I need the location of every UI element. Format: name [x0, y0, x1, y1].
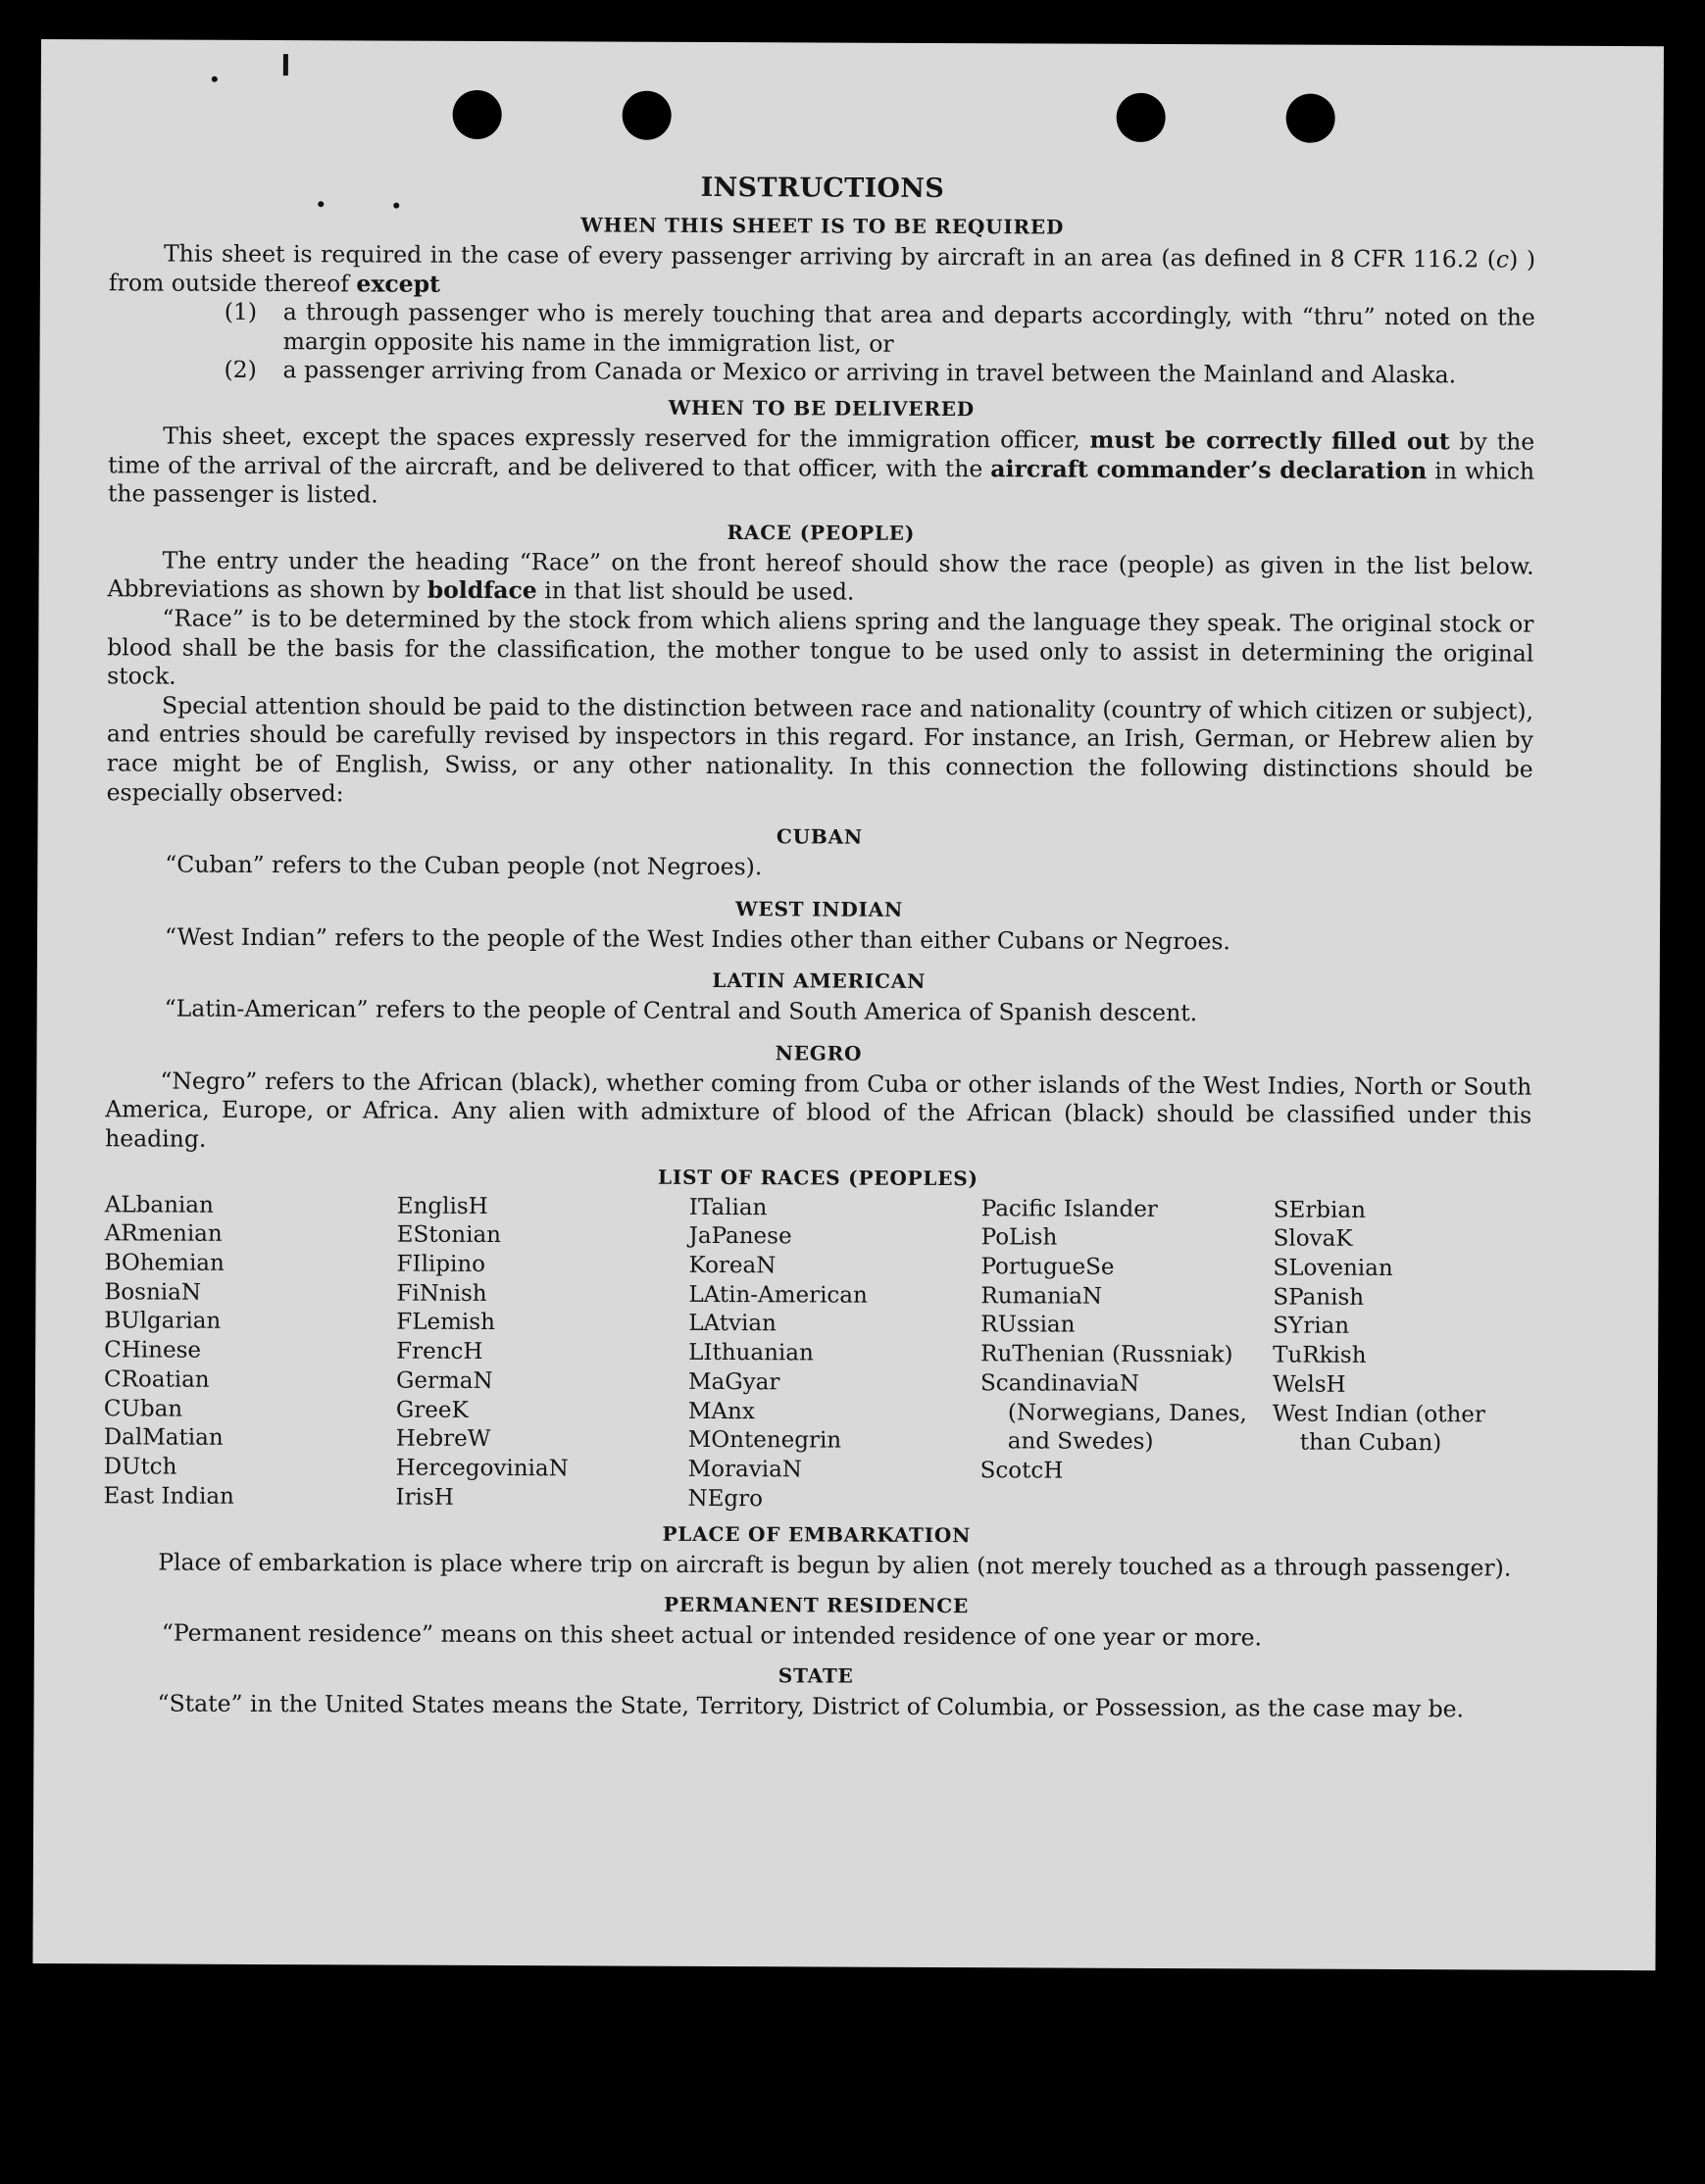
heading-embarkation: PLACE OF EMBARKATION: [662, 1522, 972, 1548]
race-entry: CHinese: [104, 1337, 202, 1364]
race-paragraph-3: Special attention should be paid to the distinction between race and nationality (country of which citizen or subject), and entries should be carefully revised by inspectors in this regard. For instance, an Irish, German, or Hebrew alien by race might be of English, Swiss, or any other nationality. In this connection the following distinctions should be especially observed:: [106, 691, 1534, 807]
instructions-content: [103, 169, 1536, 1724]
residence-text: “Permanent residence” means on this sheet actual or intended residence of one year or more.: [161, 1618, 1263, 1652]
exception-item: [225, 298, 1535, 362]
races-column: [687, 1194, 980, 1515]
race-entry: SLovenian: [1273, 1255, 1393, 1282]
race-entry: CRoatian: [103, 1366, 210, 1393]
delivered-text-mid: by the time of the arrival of the aircraft, and be delivered to that officer, with the: [108, 427, 1535, 482]
race-entry: LAtin-American: [688, 1281, 868, 1309]
race-entry: LIthuanian: [688, 1340, 814, 1366]
races-column: [1272, 1196, 1530, 1517]
race-entry: ScandinaviaN (Norwegians, Danes, and Swedes): [979, 1370, 1247, 1456]
races-column: [979, 1195, 1273, 1516]
heading-west-indian: WEST INDIAN: [735, 896, 904, 921]
cuban-text: “Cuban” refers to the Cuban people (not Negroes).: [165, 850, 763, 881]
heading-state: STATE: [777, 1663, 854, 1688]
item-text: a through passenger who is merely touching that area and departs accordingly, with “thru” noted on the margin opposite his name in the immigration list, or: [282, 298, 1535, 358]
race-text-end: in that list should be used.: [536, 576, 855, 606]
delivered-text-end: in which the passenger is listed.: [107, 456, 1535, 509]
embarkation-text: Place of embarkation is place where trip on aircraft is begun by alien (not merely touched as a through passenger).: [158, 1548, 1512, 1582]
race-entry: KoreaN: [688, 1252, 777, 1279]
heading-cuban: CUBAN: [776, 824, 864, 849]
punch-hole: [1117, 93, 1166, 142]
punch-hole: [453, 90, 502, 139]
exception-item: [224, 356, 1534, 390]
race-paragraph-1: [107, 546, 1533, 611]
race-entry: NEgro: [687, 1485, 764, 1512]
race-entry: FLemish: [396, 1310, 495, 1336]
race-entry: ARmenian: [104, 1220, 223, 1248]
heading-when-required: WHEN THIS SHEET IS TO BE REQUIRED: [580, 213, 1065, 239]
race-entry: EStonian: [396, 1221, 502, 1249]
race-entry: WelsH: [1272, 1371, 1346, 1398]
race-entry: PoLish: [980, 1224, 1058, 1251]
ink-mark: [212, 76, 218, 82]
intro-bold: except: [356, 269, 440, 298]
race-entry: SErbian: [1273, 1197, 1367, 1223]
race-entry: RuThenian (Russniak): [980, 1341, 1233, 1368]
race-entry: BUlgarian: [104, 1308, 222, 1335]
race-entry: FIlipino: [396, 1251, 486, 1278]
race-entry: MoraviaN: [687, 1456, 802, 1483]
race-entry: HebreW: [395, 1425, 491, 1453]
race-entry: DalMatian: [103, 1424, 224, 1452]
delivered-bold: aircraft commander’s declaration: [990, 454, 1428, 484]
when-required-intro: [109, 239, 1535, 304]
race-bold: boldface: [426, 576, 537, 605]
race-entry: BosniaN: [104, 1279, 202, 1306]
race-entry: GermaN: [395, 1367, 493, 1394]
race-entry: SlovaK: [1273, 1225, 1353, 1253]
heading-residence: PERMANENT RESIDENCE: [663, 1592, 970, 1618]
punch-hole: [623, 91, 672, 140]
item-number: (2): [224, 356, 257, 384]
intro-italic: c: [1495, 245, 1510, 273]
race-entry: Pacific Islander: [980, 1195, 1158, 1222]
race-entry: SYrian: [1273, 1313, 1350, 1340]
heading-latin-american: LATIN AMERICAN: [712, 968, 927, 994]
negro-text: “Negro” refers to the African (black), whether coming from Cuba or other islands of the West Indies, North or South America, Europe, or Africa. Any alien with admixture of blood of the African (black) should be classified under this heading.: [105, 1067, 1532, 1153]
heading-list-of-races: LIST OF RACES (PEOPLES): [657, 1165, 978, 1190]
west-indian-text: “West Indian” refers to the people of the West Indies other than either Cubans or Negroes.: [164, 922, 1230, 955]
state-text: “State” in the United States means the State, Territory, District of Columbia, or Possession, as the case may be.: [157, 1689, 1465, 1722]
heading-when-delivered: WHEN TO BE DELIVERED: [668, 395, 976, 422]
intro-text: This sheet is required in the case of every passenger arriving by aircraft in an area (as defined in 8 CFR 116.2 (: [163, 239, 1497, 273]
race-entry: ScotcH: [979, 1458, 1064, 1484]
punch-hole: [1286, 94, 1335, 143]
race-entry: IrisH: [395, 1484, 454, 1511]
race-entry: RumaniaN: [980, 1282, 1103, 1310]
race-entry: East Indian: [103, 1482, 234, 1510]
races-list: [103, 1191, 1530, 1517]
race-entry: DUtch: [103, 1454, 177, 1480]
when-delivered-text: [108, 422, 1534, 515]
race-entry: MaGyar: [687, 1368, 780, 1396]
race-entry: MOntenegrin: [687, 1427, 842, 1454]
race-paragraph-2: “Race” is to be determined by the stock from which aliens spring and the language they speak. The original stock or blood shall be the basis for the classification, the mother tongue to be used only to assist in determining the original stock.: [107, 604, 1534, 690]
race-entry: BOhemian: [104, 1250, 225, 1276]
races-column: [395, 1192, 688, 1514]
race-entry: HercegoviniaN: [395, 1455, 569, 1482]
ink-mark: [283, 54, 288, 75]
race-entry: RUssian: [980, 1312, 1076, 1339]
race-entry: ALbanian: [104, 1191, 214, 1218]
race-entry: PortugueSe: [980, 1254, 1115, 1280]
race-entry: SPanish: [1273, 1284, 1365, 1311]
race-entry: EnglisH: [396, 1193, 488, 1219]
heading-negro: NEGRO: [775, 1041, 863, 1066]
item-text: a passenger arriving from Canada or Mexico or arriving in travel between the Mainland and Alaska.: [282, 356, 1457, 389]
race-entry: FiNnish: [396, 1280, 487, 1307]
exception-list: [108, 297, 1534, 390]
race-entry: West Indian (other than Cuban): [1272, 1401, 1485, 1457]
item-number: (1): [224, 298, 258, 326]
race-entry: LAtvian: [688, 1311, 777, 1337]
document-sheet: [32, 39, 1664, 1970]
latin-american-text: “Latin-American” refers to the people of Central and South America of Spanish descent.: [164, 994, 1198, 1027]
races-column: [103, 1191, 396, 1513]
delivered-bold: must be correctly filled out: [1089, 425, 1450, 456]
race-entry: MAnx: [687, 1398, 755, 1424]
heading-race: RACE (PEOPLE): [727, 520, 916, 545]
page-title: INSTRUCTIONS: [700, 172, 945, 205]
race-text: The entry under the heading “Race” on the front hereof should show the race (people) as given in the list below. Abbreviations as shown by: [107, 546, 1534, 605]
race-entry: FrencH: [396, 1338, 483, 1365]
race-entry: CUban: [103, 1395, 183, 1422]
race-entry: ITalian: [688, 1194, 768, 1220]
race-entry: JaPanese: [688, 1223, 792, 1250]
delivered-text: This sheet, except the spaces expressly reserved for the immigration officer,: [163, 422, 1090, 454]
race-entry: TuRkish: [1273, 1342, 1367, 1369]
race-entry: GreeK: [395, 1397, 469, 1423]
intro-text-mid: ) ) from outside thereof: [108, 245, 1536, 297]
